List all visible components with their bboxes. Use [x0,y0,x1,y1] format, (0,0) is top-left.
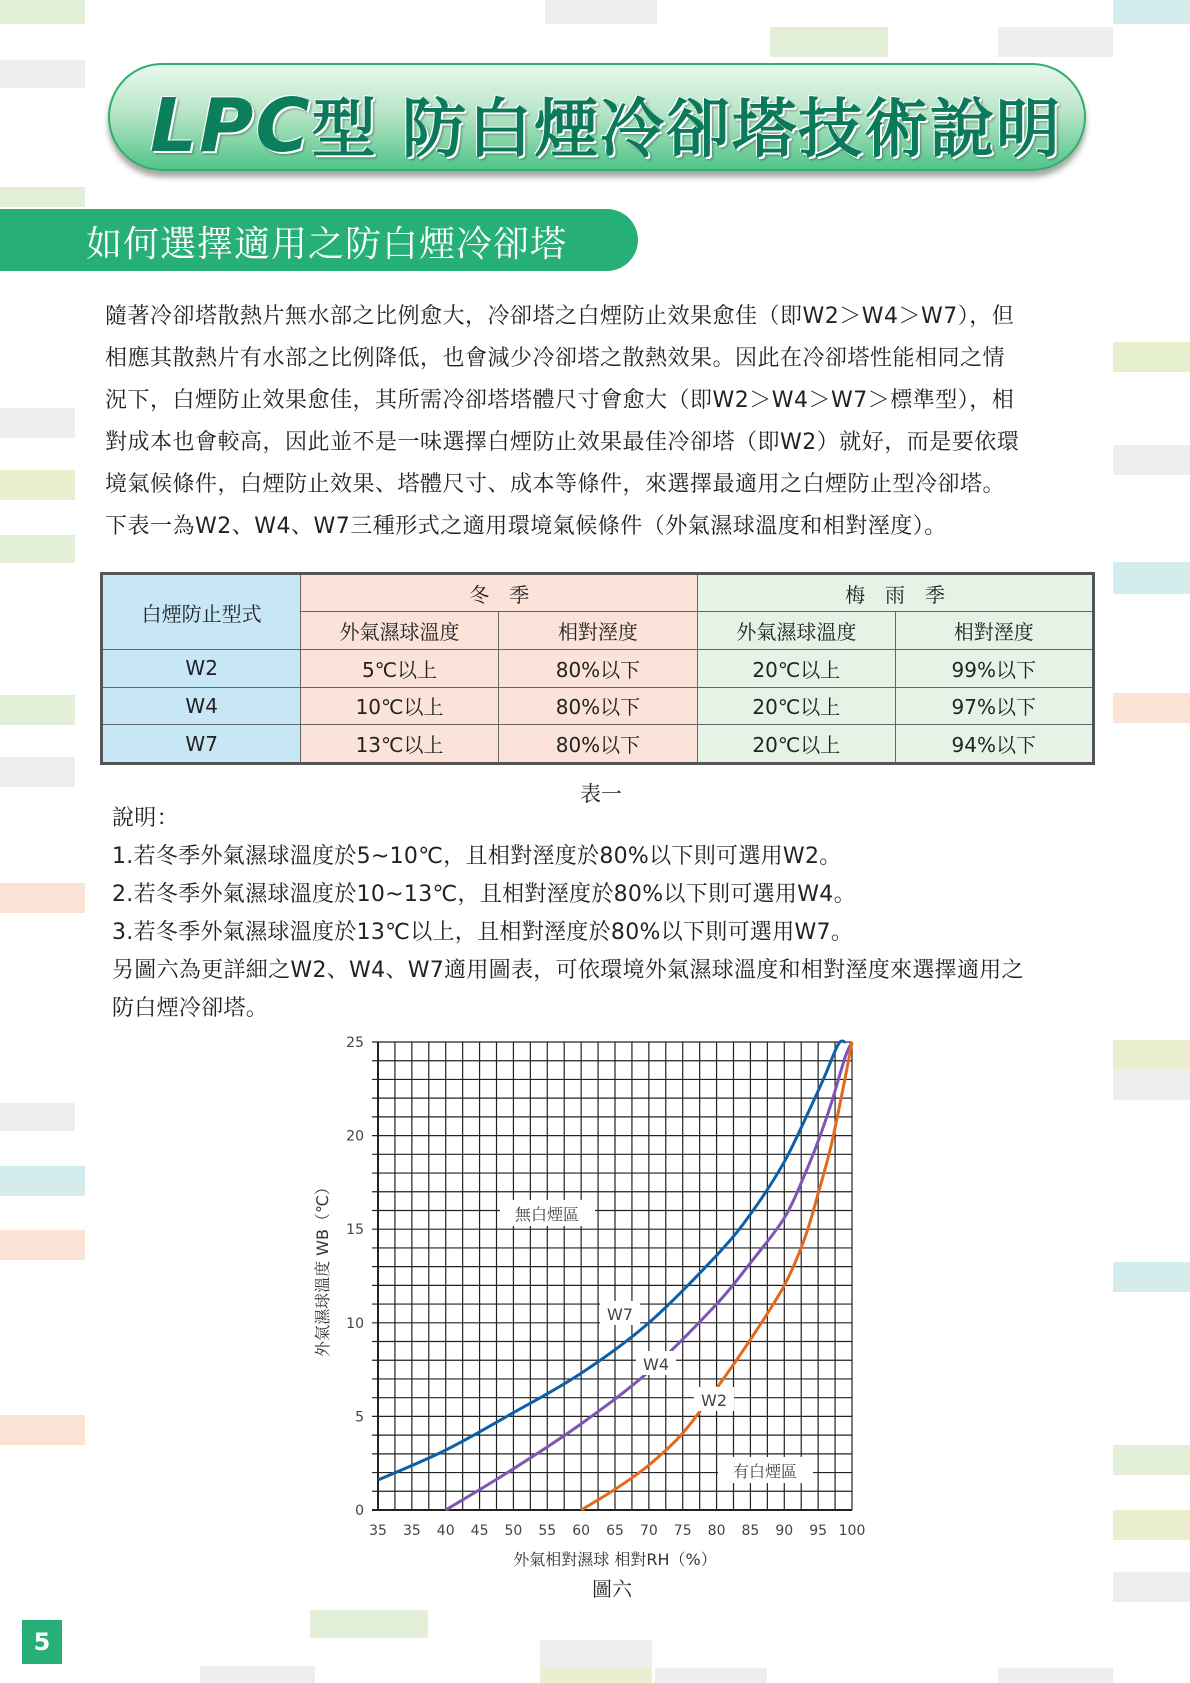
cell-type: W7 [102,725,301,764]
decorative-bar [1113,562,1190,594]
notes [112,800,1102,1028]
y-tick-label: 20 [346,1128,364,1145]
header-rainy-rh: 相對溼度 [895,612,1093,650]
intro-line: 況下，白煙防止效果愈佳，其所需冷卻塔塔體尺寸會愈大（即W2＞W4＞W7＞標準型），相 [105,388,1015,413]
header-type: 白煙防止型式 [102,574,301,650]
x-tick-label: 95 [809,1523,828,1539]
table-row [102,725,1094,764]
decorative-bar [0,470,75,500]
cell-type: W4 [102,687,301,725]
y-tick-label: 10 [346,1315,364,1332]
x-tick-label: 70 [639,1523,658,1539]
header-rainy: 梅 雨 季 [698,574,1094,612]
decorative-bar [1113,342,1190,372]
cell-type: W2 [102,650,301,688]
chart-caption: 圖六 [592,1577,632,1601]
note-line: 3.若冬季外氣濕球溫度於13℃以上，且相對溼度於80%以下則可選用W7。 [112,920,854,945]
notes-heading: 說明： [112,806,179,831]
decorative-bar [1113,1070,1190,1100]
note-line: 防白煙冷卻塔。 [112,996,269,1021]
cell-rainy-wb: 20℃以上 [698,725,895,764]
x-tick-label: 60 [572,1523,591,1539]
decorative-bar [0,695,75,725]
x-tick-label: 80 [707,1523,726,1539]
x-tick-label: 85 [741,1523,760,1539]
table-row [102,650,1094,688]
decorative-bar [0,1230,85,1260]
plume-zone-label: 有白煙區 [732,1462,798,1481]
decorative-bar [1113,1445,1190,1475]
decorative-bar [655,1668,767,1683]
x-tick-label: 65 [606,1523,624,1539]
x-tick-label: 100 [838,1523,866,1539]
intro-line: 境氣候條件，白煙防止效果、塔體尺寸、成本等條件，來選擇最適用之白煙防止型冷卻塔。 [105,472,1006,497]
cell-rainy-rh: 99%以下 [895,650,1093,688]
decorative-bar [0,1166,85,1196]
y-tick-label: 0 [355,1503,364,1519]
decorative-bar [545,0,657,24]
climate-table [100,572,1095,765]
cell-rainy-rh: 94%以下 [895,725,1093,764]
x-axis-label: 外氣相對濕球 相對RH（%） [513,1550,717,1569]
decorative-bar [1113,1262,1190,1292]
decorative-bar [310,1610,428,1638]
y-tick-labels [346,1035,364,1519]
decorative-bar [200,1666,315,1683]
intro-line: 對成本也會較高，因此並不是一味選擇白煙防止效果最佳冷卻塔（即W2）就好，而是要依環 [105,430,1020,455]
x-tick-labels [369,1523,865,1539]
intro-line: 相應其散熱片有水部之比例降低，也會減少冷卻塔之散熱效果。因此在冷卻塔性能相同之情 [105,346,1006,371]
decorative-bar [1113,1572,1190,1602]
chart-grid [372,1042,852,1510]
decorative-bar [0,187,85,207]
y-tick-label: 15 [346,1222,364,1239]
cell-winter-rh: 80%以下 [498,687,697,725]
cell-rainy-rh: 97%以下 [895,687,1093,725]
cell-winter-rh: 80%以下 [498,650,697,688]
decorative-bar [0,757,75,787]
cell-winter-wb: 13℃以上 [301,725,498,764]
decorative-bar [998,1668,1113,1683]
cell-rainy-wb: 20℃以上 [698,650,895,688]
decorative-bar [1113,1510,1190,1540]
intro-line: 下表一為W2、W4、W7三種形式之適用環境氣候條件（外氣濕球溫度和相對溼度）。 [105,514,947,539]
x-tick-label: 90 [775,1523,794,1539]
x-tick-label: 75 [673,1523,692,1539]
decorative-bar [0,535,75,563]
note-line: 另圖六為更詳細之W2、W4、W7適用圖表，可依環境外氣濕球溫度和相對溼度來選擇適用之 [112,958,1024,983]
series-line-w7 [378,1041,845,1480]
cell-rainy-wb: 20℃以上 [698,687,895,725]
y-tick-label: 25 [346,1035,364,1051]
x-tick-label: 50 [504,1523,523,1539]
section-title: 如何選擇適用之防白煙冷卻塔 [86,224,568,265]
header-rainy-wb: 外氣濕球溫度 [698,612,895,650]
decorative-bar [1113,693,1190,723]
decorative-bar [1113,445,1190,475]
intro-line: 隨著冷卻塔散熱片無水部之比例愈大，冷卻塔之白煙防止效果愈佳（即W2＞W4＞W7），但 [105,304,1015,329]
table-caption: 表一 [580,782,622,806]
page-title [150,78,1062,170]
title-rest: 型 防白煙冷卻塔技術說明 [311,93,1062,167]
decorative-bar [0,1415,85,1445]
w2-label: W2 [701,1391,727,1410]
decorative-bar [1113,0,1190,24]
decorative-bar [1113,1040,1190,1070]
x-tick-label: 45 [470,1523,489,1539]
x-tick-label: 40 [436,1523,455,1539]
cell-winter-wb: 5℃以上 [301,650,498,688]
header-winter: 冬 季 [301,574,698,612]
note-line: 2.若冬季外氣濕球溫度於10~13℃，且相對溼度於80%以下則可選用W4。 [112,882,856,907]
decorative-bar [0,408,75,438]
x-tick-label: 35 [402,1523,421,1539]
decorative-bar [0,1103,75,1131]
decorative-bar [770,27,888,57]
decorative-bar [540,1668,652,1683]
no-plume-zone-label: 無白煙區 [514,1205,580,1224]
header-winter-rh: 相對溼度 [498,612,697,650]
page-number: 5 [22,1620,62,1664]
table-row [102,687,1094,725]
decorative-bar [0,0,85,24]
note-line: 1.若冬季外氣濕球溫度於5~10℃，且相對溼度於80%以下則可選用W2。 [112,844,842,869]
decorative-bar [0,60,85,88]
decorative-bar [998,27,1113,57]
cell-winter-rh: 80%以下 [498,725,697,764]
decorative-bar [0,883,85,913]
x-tick-label: 55 [538,1523,557,1539]
cell-winter-wb: 10℃以上 [301,687,498,725]
decorative-bar [540,1640,652,1668]
intro-paragraph [105,296,1095,548]
header-winter-wb: 外氣濕球溫度 [301,612,498,650]
suitability-chart [300,1030,880,1610]
x-tick-label: 35 [369,1523,387,1539]
title-lpc: LPC [150,83,312,169]
y-axis-label: 外氣濕球溫度 WB（℃） [313,1179,332,1357]
y-tick-label: 5 [355,1409,364,1426]
w4-label: W4 [643,1355,669,1374]
w7-label: W7 [607,1305,633,1324]
